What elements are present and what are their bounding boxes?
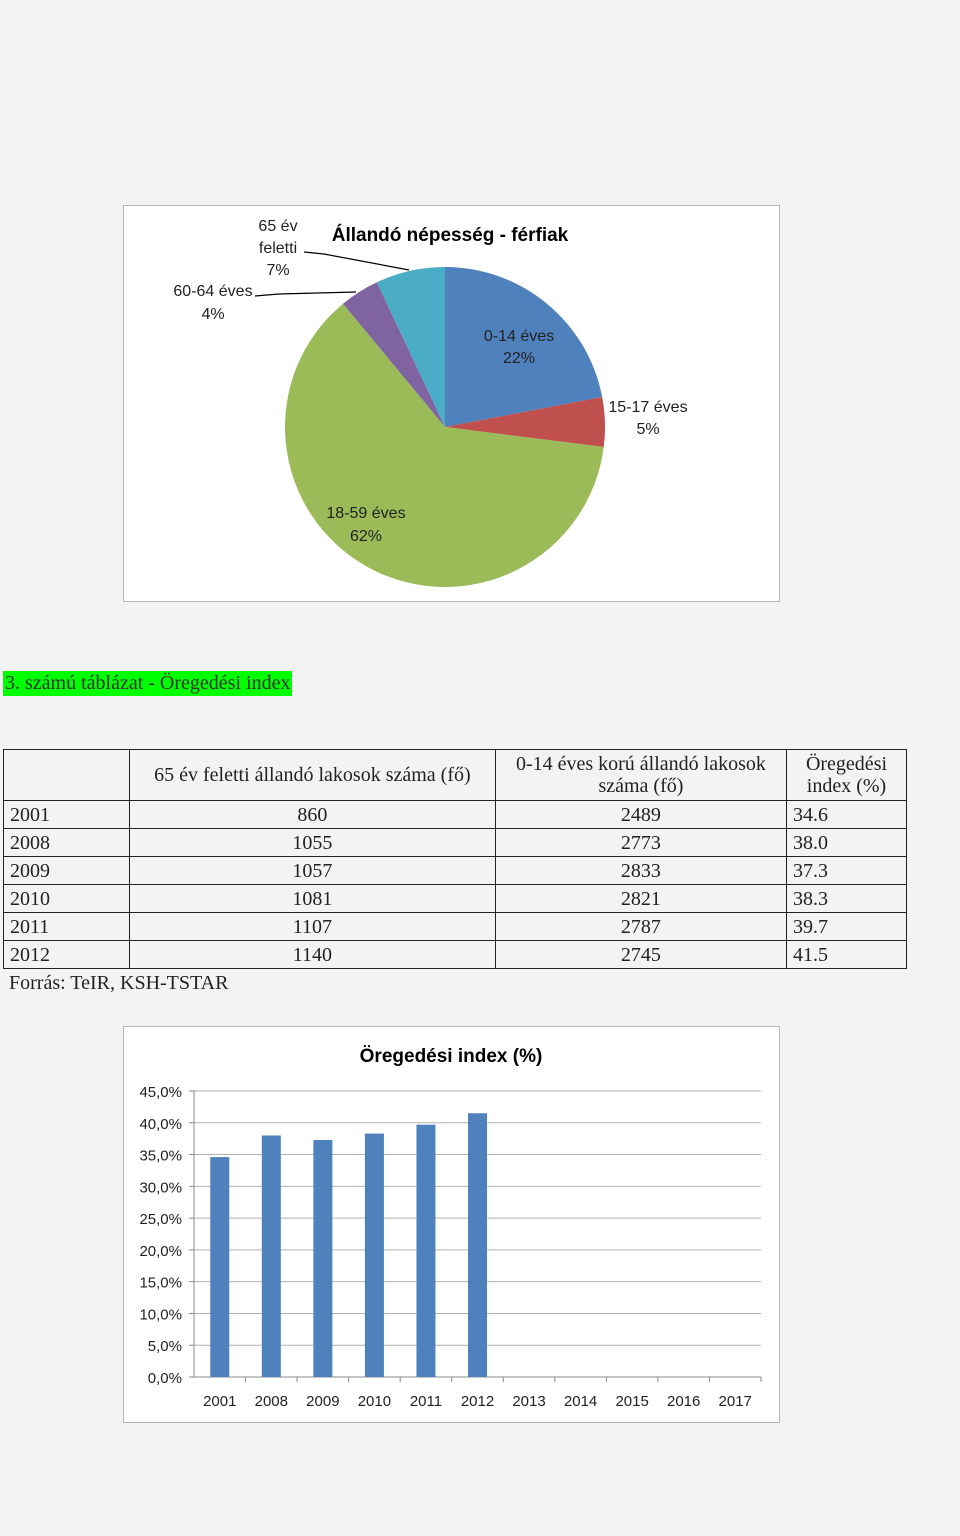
table-caption xyxy=(3,671,292,696)
table-cell: 2010 xyxy=(4,885,130,913)
x-tick-label: 2001 xyxy=(203,1393,237,1410)
table-cell: 2489 xyxy=(495,801,786,829)
table-cell: 37.3 xyxy=(787,857,907,885)
slice-label-60-64: 60-64 éves xyxy=(173,283,253,300)
x-tick-label: 2008 xyxy=(254,1393,289,1410)
table-cell: 38.3 xyxy=(787,885,907,913)
pie-chart-panel xyxy=(123,205,780,602)
leader-line-60-64 xyxy=(255,292,356,296)
table-source: Forrás: TeIR, KSH-TSTAR xyxy=(9,972,229,994)
table-cell: 39.7 xyxy=(787,913,907,941)
x-tick-label: 2010 xyxy=(357,1393,392,1410)
table-cell: 2011 xyxy=(4,913,130,941)
table-row xyxy=(4,941,907,969)
table-cell: 2833 xyxy=(495,857,786,885)
y-tick-label: 40,0% xyxy=(139,1115,182,1133)
slice-pct-65: 7% xyxy=(266,262,290,279)
header-65-plus: 65 év feletti állandó lakosok száma (fő) xyxy=(129,750,495,801)
slice-pct-18-59: 62% xyxy=(349,528,383,545)
bar-2001 xyxy=(210,1157,229,1377)
header-aging-index: Öregedési index (%) xyxy=(787,750,907,801)
slice-label-65-line1: 65 év xyxy=(258,218,298,235)
slice-label-18-59: 18-59 éves xyxy=(326,505,406,522)
bar-2011 xyxy=(416,1125,435,1377)
bar-2010 xyxy=(365,1134,384,1377)
slice-pct-0-14: 22% xyxy=(502,350,536,367)
pie-chart xyxy=(124,206,779,601)
table-cell: 2745 xyxy=(495,941,786,969)
table-cell: 2001 xyxy=(4,801,130,829)
table-header-row xyxy=(4,750,907,801)
table-row xyxy=(4,885,907,913)
table-cell: 38.0 xyxy=(787,829,907,857)
slice-pct-15-17: 5% xyxy=(636,421,660,438)
table-cell: 2008 xyxy=(4,829,130,857)
y-tick-label: 30,0% xyxy=(139,1179,182,1197)
table-cell: 41.5 xyxy=(787,941,907,969)
table-cell: 2773 xyxy=(495,829,786,857)
table-row xyxy=(4,857,907,885)
slice-label-15-17: 15-17 éves xyxy=(608,399,688,416)
slice-label-0-14: 0-14 éves xyxy=(483,328,555,345)
y-tick-label: 45,0% xyxy=(139,1084,182,1101)
header-0-14: 0-14 éves korú állandó lakosok száma (fő) xyxy=(495,750,786,801)
table-cell: 1140 xyxy=(129,941,495,969)
y-tick-label: 5,0% xyxy=(147,1338,182,1356)
x-tick-label: 2015 xyxy=(615,1393,649,1410)
table-cell: 860 xyxy=(129,801,495,829)
leader-line-65 xyxy=(304,252,409,270)
table-cell: 1107 xyxy=(129,913,495,941)
table-cell: 2787 xyxy=(495,913,786,941)
x-tick-label: 2013 xyxy=(512,1393,546,1410)
bar-2009 xyxy=(313,1140,332,1377)
table-cell: 1057 xyxy=(129,857,495,885)
y-tick-label: 15,0% xyxy=(139,1274,182,1292)
x-tick-label: 2011 xyxy=(409,1393,443,1410)
bar-chart xyxy=(124,1027,779,1422)
y-tick-label: 20,0% xyxy=(139,1242,182,1260)
bar-chart-panel xyxy=(123,1026,780,1423)
x-tick-label: 2016 xyxy=(666,1393,701,1410)
x-tick-label: 2012 xyxy=(460,1393,495,1410)
table-row xyxy=(4,913,907,941)
x-tick-label: 2009 xyxy=(306,1393,340,1410)
bar-title: Öregedési index (%) xyxy=(359,1046,543,1067)
table-cell: 2009 xyxy=(4,857,130,885)
y-tick-label: 35,0% xyxy=(139,1147,182,1165)
x-tick-label: 2014 xyxy=(563,1393,598,1410)
y-tick-label: 25,0% xyxy=(139,1211,182,1229)
table-cell: 34.6 xyxy=(787,801,907,829)
table-cell: 1055 xyxy=(129,829,495,857)
y-tick-label: 10,0% xyxy=(139,1306,182,1324)
slice-pct-60-64: 4% xyxy=(201,306,225,323)
slice-label-65-line2: feletti xyxy=(258,240,298,257)
header-empty xyxy=(4,750,130,801)
pie-title: Állandó népesség - férfiak xyxy=(331,225,569,246)
table-cell: 2821 xyxy=(495,885,786,913)
aging-index-table xyxy=(3,749,907,969)
y-tick-label: 0,0% xyxy=(147,1370,182,1387)
table-row xyxy=(4,829,907,857)
table-row xyxy=(4,801,907,829)
caption-number: 3. xyxy=(5,672,20,694)
bar-2008 xyxy=(262,1135,281,1377)
table-cell: 2012 xyxy=(4,941,130,969)
table-cell: 1081 xyxy=(129,885,495,913)
caption-text: számú táblázat - Öregedési index xyxy=(20,672,291,694)
x-tick-label: 2017 xyxy=(718,1393,752,1410)
bar-2012 xyxy=(468,1113,487,1377)
